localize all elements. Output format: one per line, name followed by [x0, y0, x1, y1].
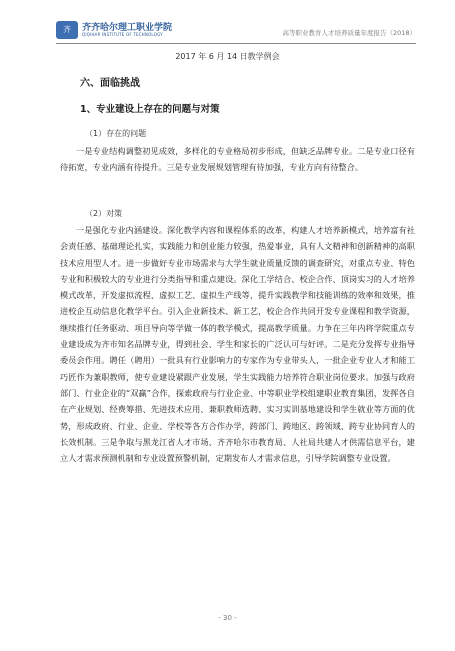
subsection-title: 1、专业建设上存在的问题与对策 — [80, 104, 220, 115]
section-title: 六、面临挑战 — [80, 78, 140, 89]
school-name-en: QIQIHAR INSTITUTE OF TECHNOLOGY — [82, 32, 163, 37]
report-title: 高等职业教育人才培养质量年度报告（2018） — [282, 29, 416, 37]
school-name: 齐齐哈尔理工职业学院 — [82, 23, 173, 33]
problems-label: （1）存在的问题 — [85, 129, 147, 138]
page-header — [56, 20, 416, 42]
page-number: - 30 - — [218, 614, 237, 622]
measures-label: （2）对策 — [85, 209, 123, 218]
problems-paragraph: 一是专业结构调整初见成效，多样化的专业格局初步形成，但缺乏品牌专业。二是专业口径有待拓宽，专业内涵有待提升。三是专业发展规划管理有待加强，专业方向有待整合。 — [60, 146, 415, 173]
date-line: 2017 年 6 月 14 日教学例会 — [175, 52, 280, 61]
measures-paragraph: 一是强化专业内涵建设。深化教学内容和课程体系的改革，构建人才培养新模式，培养富有社会责任感、基础理论扎实，实践能力和创业能力较强，热爱事业，具有人文精神和创新精神的高职技术应用型人才。进一步做好专业市场需求与大学生就业质量反馈的调查研究，对重点专业、特色专业和积极较大的专业进行分类指导和重点建设。深化工学结合、校企合作、顶岗实习的人才培养模式改革，开发虚拟流程、虚拟工艺、虚拟生产线等，提升实践教学和技能训练的效率和效果，推进校企互动信息化教学平台。引入企业新技术、新工艺，校企合作共同开发专业课程和教学资源，继续推行任务驱动、项目导向等学做一体的教学模式，提高教学质量。力争在三年内将学院重点专业建设成为齐市知名品牌专业，得到社会、学生和家长的广泛认可与好评。二是充分发挥专业指导委员会作用。聘任（聘用）一批具有行业影响力的专家作为专业带头人，一批企业专业人才和能工巧匠作为兼职教师，使专业建设紧跟产业发展，学生实践能力培养符合职业岗位要求。加强与政府部门、行业企业的“双赢”合作，探索政府与行业企业、中等职业学校组建职业教育集团，发挥各自在产业规划、经费筹措、先进技术应用、兼职教师选聘、实习实训基地建设和学生就业等方面的优势，形成政府、行业、企业、学校等各方合作办学，跨部门、跨地区、跨领域、跨专业协同育人的长效机制。三是争取与黑龙江省人才市场、齐齐哈尔市教育局、人社局共建人才供需信息平台，建立人才需求预测机制和专业设置预警机制，定期发布人才需求信息，引导学院调整专业设置。 — [60, 225, 415, 464]
header-divider — [56, 43, 416, 44]
school-logo: 齐 — [56, 21, 78, 39]
